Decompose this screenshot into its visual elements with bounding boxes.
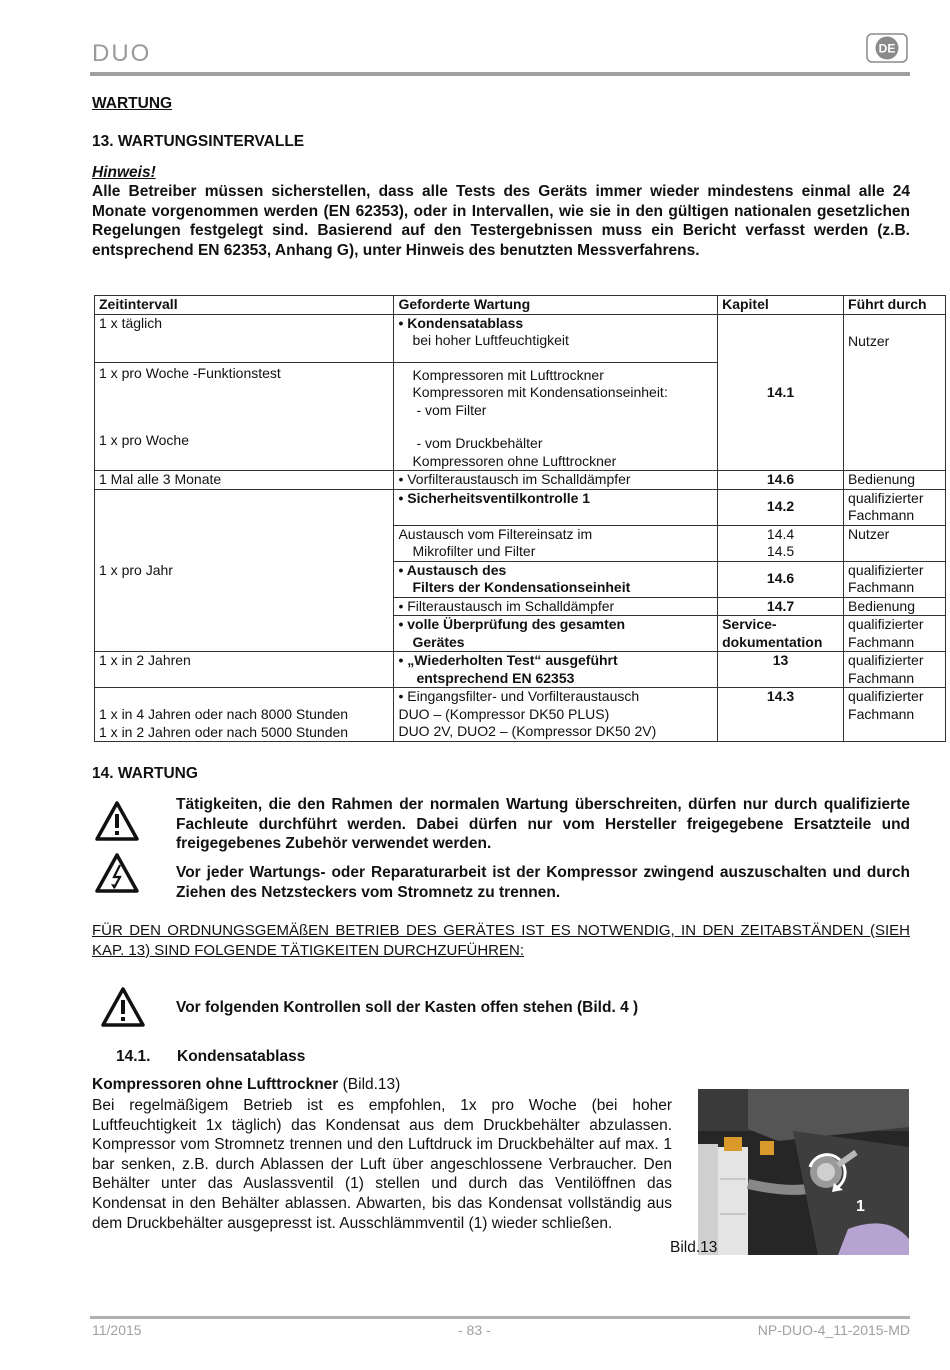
warning-exclamation-icon — [100, 986, 146, 1028]
condensate-valve-photo — [698, 1089, 909, 1255]
interval-cell: 1 x pro Woche — [95, 432, 394, 471]
task-line: • Eingangsfilter- und Vorfilteraustausch — [398, 688, 640, 704]
section-14-heading: 14. WARTUNG — [92, 765, 198, 782]
interval-line: 1 x in 2 Jahren oder nach 5000 Stunden — [99, 723, 349, 740]
figure-caption: Bild.13 — [670, 1239, 718, 1256]
table-row — [95, 652, 946, 688]
who-cell: Bedienung — [844, 471, 946, 490]
badge-text: DE — [878, 41, 896, 56]
task-line: Mikrofilter und Filter — [412, 543, 536, 559]
table-row — [95, 314, 946, 362]
chapter-cell: 14.3 — [718, 688, 844, 742]
chapter-cell: 14.6 — [718, 561, 844, 597]
maintenance-table — [94, 295, 946, 742]
chapter-cell: 14.7 — [718, 597, 844, 616]
task-line: DUO 2V, DUO2 – (Kompressor DK50 2V) — [398, 723, 657, 739]
task-line: DUO – (Kompressor DK50 PLUS) — [398, 705, 610, 722]
task-line: Kompressoren mit Lufttrockner — [412, 366, 604, 383]
task-line: Gerätes — [412, 633, 465, 650]
task-line: • Austausch des — [398, 561, 507, 578]
warning-text-qualified: Tätigkeiten, die den Rahmen der normalen Wartung überschreiten, dürfen nur durch qualifizierte Fachleute durchführt werden. Dabei dürfen nur vom Hersteller freigegebene Ersatzteile und freigegebenes Zubehör verwendet werden. — [176, 796, 910, 852]
header-title: DUO — [92, 40, 152, 67]
who-cell: Bedienung — [844, 597, 946, 616]
col-header: Führt durch — [844, 296, 946, 315]
task-line: Kompressoren mit Kondensationseinheit: — [412, 384, 668, 400]
table-row — [95, 489, 946, 525]
chapter-cell: 14.1 — [718, 314, 844, 471]
hinweis-label: Hinweis! — [92, 164, 156, 181]
warning-electric-icon — [94, 852, 140, 894]
caps-notice: FÜR DEN ORDNUNGSGEMÄßEN BETRIEB DES GERÄTES IST ES NOTWENDIG, IN DEN ZEITABSTÄNDEN (SIEH KAP. 13) SIND FOLGENDE TÄTIGKEITEN DURCHZUFÜHREN: — [92, 922, 910, 959]
who-cell: qualifizierter Fachmann — [844, 489, 946, 525]
task-cell — [394, 432, 718, 471]
interval-cell — [95, 688, 394, 742]
footer-doc-id: NP-DUO-4_11-2015-MD — [757, 1322, 910, 1338]
table-row — [95, 688, 946, 742]
kompressoren-heading-bold: Kompressoren ohne Lufttrockner — [92, 1076, 339, 1093]
task-line: Austausch vom Filtereinsatz im — [398, 525, 593, 542]
task-cell — [394, 652, 718, 688]
task-cell — [394, 314, 718, 362]
task-cell: • Filteraustausch im Schalldämpfer — [394, 597, 718, 616]
section-14-1-number: 14.1. — [116, 1048, 151, 1065]
col-header: Kapitel — [718, 296, 844, 315]
footer-date: 11/2015 — [92, 1322, 142, 1338]
warning-text-disconnect: Vor jeder Wartungs- oder Reparaturarbeit ist der Kompressor zwingend auszuschalten und durch Ziehen des Netzsteckers vom Stromnetz zu trennen. — [176, 864, 910, 901]
warning-exclamation-icon — [94, 800, 140, 842]
chapter-line: 14.5 — [766, 543, 795, 559]
wartung-heading: WARTUNG — [92, 95, 173, 112]
hinweis-text: Alle Betreiber müssen sicherstellen, dass alle Tests des Geräts immer wieder mindestens einmal alle 24 Monate vorgenommen werden (EN 62353), oder in Intervallen, wie sie in den gültigen nationalen gesetzlichen Regelungen festgelegt sind. Basierend auf den Testergebnissen muss ein Bericht verfasst werden (z.B. entsprechend EN 62353, Anhang G), unter Hinweis des benutzten Messverfahrens. — [92, 183, 910, 259]
chapter-cell: 14.2 — [718, 489, 844, 525]
task-line: Kompressoren ohne Lufttrockner — [412, 452, 617, 469]
task-line: - vom Druckbehälter — [416, 435, 543, 451]
task-cell — [394, 362, 718, 432]
task-cell — [394, 688, 718, 742]
who-cell: qualifizierter Fachmann — [844, 688, 946, 742]
task-cell — [394, 525, 718, 561]
table-row — [95, 471, 946, 490]
language-badge — [866, 33, 908, 63]
interval-cell: 1 Mal alle 3 Monate — [95, 471, 394, 490]
task-line: bei hoher Luftfeuchtigkeit — [412, 332, 569, 348]
table-header-row — [95, 296, 946, 315]
who-cell: Nutzer — [844, 525, 946, 561]
chapter-cell: 14.6 — [718, 471, 844, 490]
who-cell: qualifizierter Fachmann — [844, 561, 946, 597]
task-cell — [394, 616, 718, 652]
interval-cell: 1 x in 2 Jahren — [95, 652, 394, 688]
kompressoren-heading-ref: (Bild.13) — [338, 1076, 401, 1093]
task-cell — [394, 561, 718, 597]
task-cell: • Vorfilteraustausch im Schalldämpfer — [394, 471, 718, 490]
who-cell: qualifizierter Fachmann — [844, 652, 946, 688]
col-header: Geforderte Wartung — [394, 296, 718, 315]
chapter-line: 14.4 — [766, 525, 795, 542]
footer-page-number: - 83 - — [458, 1322, 491, 1338]
section-13-heading: 13. WARTUNGSINTERVALLE — [92, 133, 305, 150]
who-cell: qualifizierter Fachmann — [844, 616, 946, 652]
chapter-cell: Service-dokumentation — [718, 616, 844, 652]
kompressoren-heading — [92, 1076, 400, 1094]
interval-line: 1 x in 4 Jahren oder nach 8000 Stunden — [99, 706, 349, 722]
col-header: Zeitintervall — [95, 296, 394, 315]
task-line: • Kondensatablass — [398, 314, 524, 331]
task-line: • volle Überprüfung des gesamten — [398, 616, 626, 632]
task-line: entsprechend EN 62353 — [416, 669, 575, 686]
task-cell: • Sicherheitsventilkontrolle 1 — [394, 489, 718, 525]
kompressoren-text: Bei regelmäßigem Betrieb ist es empfohlen, 1x pro Woche (bei hoher Luftfeuchtigkeit 1x täglich) das Kondensat aus dem Druckbehälter abzulassen. Kompressor vom Stromnetz trennen und den Luftdruck im Druckbehälter auf max. 1 bar senken, z.B. durch Ablassen der Luft über angeschlossene Verbraucher. Den Behälter unter das Auslassventil (1) stellen und durch das Ventilöffnen das Kondensat in den Behälter ablassen. Abwarten, bis das Kondensat vollständig aus dem Druckbehälter ausgepresst ist. Ausschlämmventil (1) wieder schließen. — [92, 1097, 672, 1232]
task-line: - vom Filter — [416, 401, 487, 418]
interval-cell: 1 x pro Woche -Funktionstest — [95, 362, 394, 432]
footer-rule — [90, 1316, 910, 1319]
task-line: • „Wiederholten Test“ ausgeführt — [398, 652, 618, 668]
interval-cell: 1 x täglich — [95, 314, 394, 362]
who-cell: Nutzer — [844, 314, 946, 471]
section-14-1-title: Kondensatablass — [177, 1048, 306, 1065]
interval-cell: 1 x pro Jahr — [95, 489, 394, 652]
photo-callout-number: 1 — [856, 1198, 865, 1215]
chapter-cell: 13 — [718, 652, 844, 688]
header-rule — [90, 72, 910, 76]
chapter-cell — [718, 525, 844, 561]
task-line: Filters der Kondensationseinheit — [412, 579, 631, 595]
warning-text-open-box: Vor folgenden Kontrollen soll der Kasten offen stehen (Bild. 4 ) — [176, 999, 639, 1016]
